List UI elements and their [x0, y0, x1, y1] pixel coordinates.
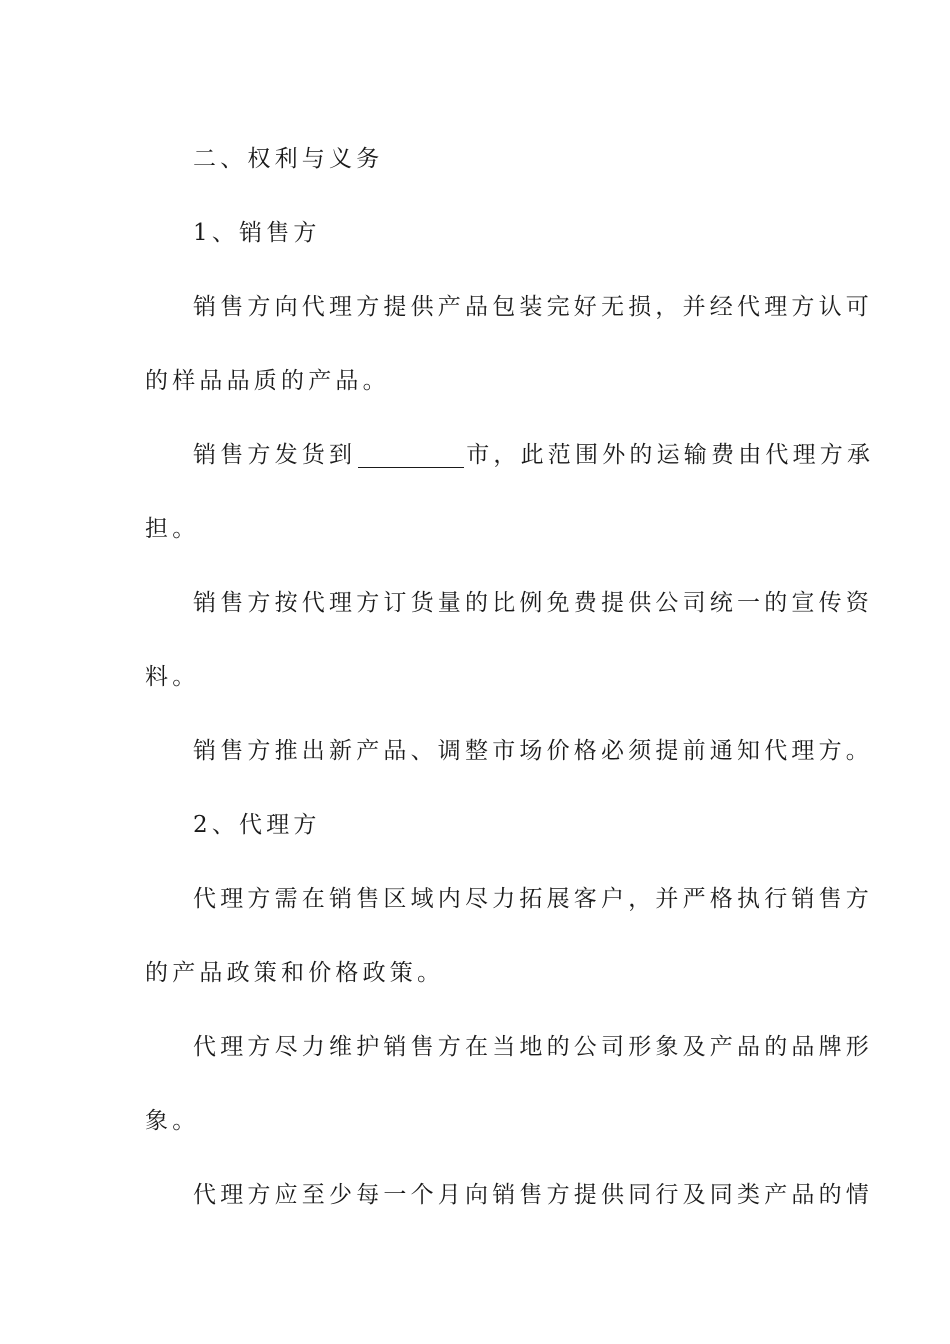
agent-paragraph-2-line-2: 象。 [145, 1108, 200, 1134]
agent-paragraph-3-line-1: 代理方应至少每一个月向销售方提供同行及同类产品的情 [193, 1182, 873, 1208]
agent-paragraph-2-line-1: 代理方尽力维护销售方在当地的公司形象及产品的品牌形 [193, 1034, 873, 1060]
fill-in-blank-city[interactable] [358, 444, 464, 468]
seller-heading: 1、销售方 [193, 220, 321, 246]
seller-paragraph-1-line-2: 的样品品质的产品。 [145, 368, 390, 394]
seller-paragraph-2-prefix: 销售方发货到 [193, 442, 357, 468]
section-title: 二、权利与义务 [193, 146, 384, 172]
agent-paragraph-1-line-1: 代理方需在销售区域内尽力拓展客户，并严格执行销售方 [193, 886, 873, 912]
seller-paragraph-4: 销售方推出新产品、调整市场价格必须提前通知代理方。 [193, 738, 873, 764]
seller-paragraph-3-line-2: 料。 [145, 664, 200, 690]
seller-paragraph-2-suffix: 市，此范围外的运输费由代理方承 [466, 442, 875, 468]
seller-paragraph-2-line-1 [145, 418, 875, 492]
seller-paragraph-3-line-1: 销售方按代理方订货量的比例免费提供公司统一的宣传资 [193, 590, 873, 616]
seller-paragraph-2-line-2: 担。 [145, 516, 200, 542]
agent-paragraph-1-line-2: 的产品政策和价格政策。 [145, 960, 445, 986]
agent-heading: 2、代理方 [193, 812, 321, 838]
document-body [145, 122, 875, 1232]
seller-paragraph-1-line-1: 销售方向代理方提供产品包装完好无损，并经代理方认可 [193, 294, 873, 320]
